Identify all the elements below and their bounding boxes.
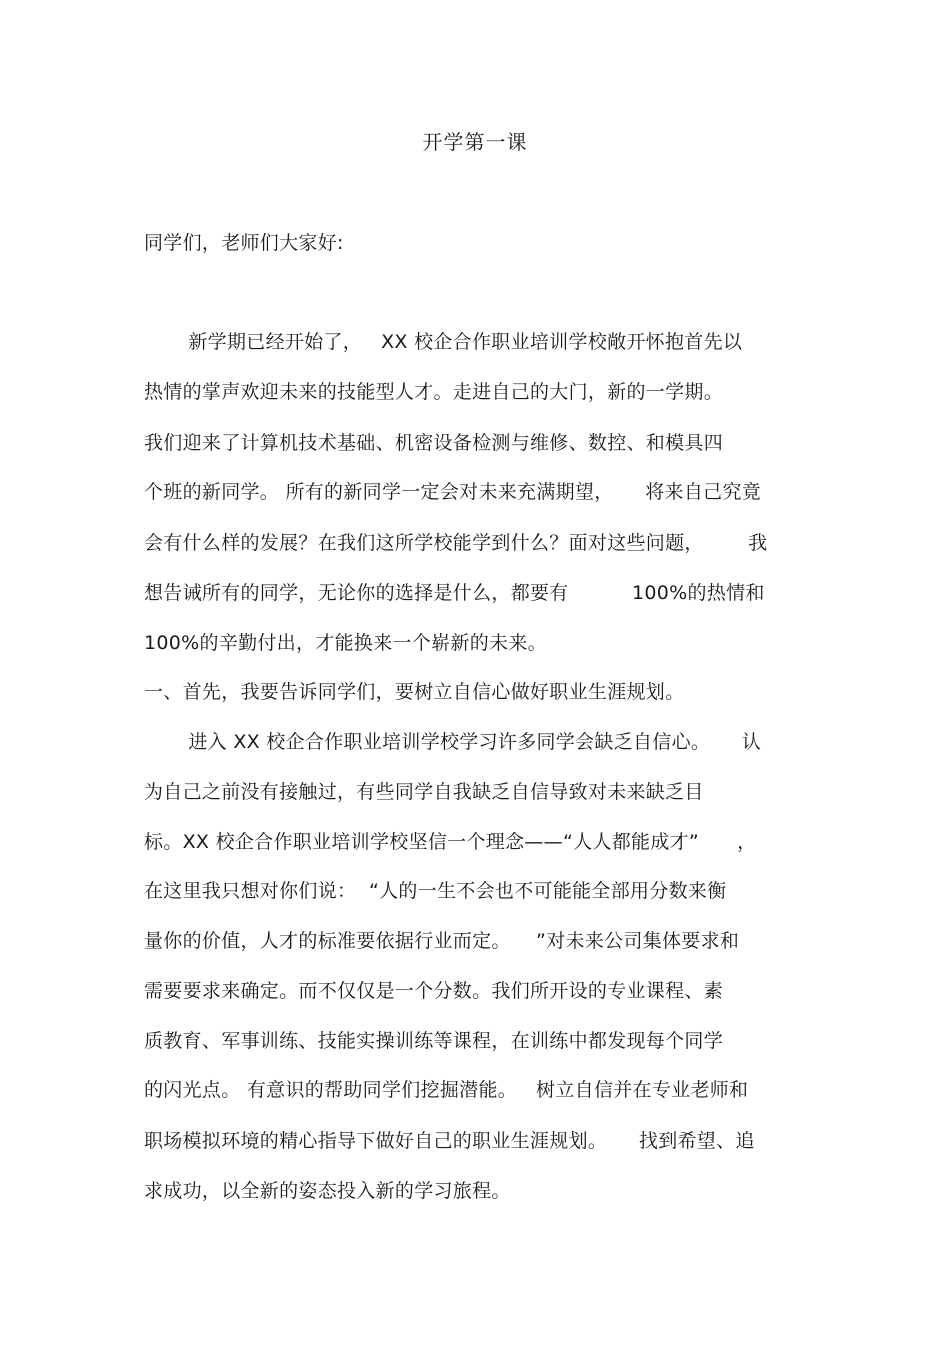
body-line: 职场模拟环境的精心指导下做好自己的职业生涯规划。 找到希望、追 [144, 1130, 755, 1152]
body-line: 新学期已经开始了， XX 校企合作职业培训学校敞开怀抱首先以 [144, 331, 743, 353]
body-line: 个班的新同学。 所有的新同学一定会对未来充满期望， 将来自己究竟 [144, 481, 762, 503]
body-line: 为自己之前没有接触过，有些同学自我缺乏自信导致对未来缺乏目 [144, 781, 704, 803]
body-line: 热情的掌声欢迎未来的技能型人才。走进自己的大门，新的一学期。 [144, 381, 724, 403]
body-line: 100%的辛勤付出，才能换来一个崭新的未来。 [144, 632, 547, 654]
body-line: 质教育、军事训练、技能实操训练等课程，在训练中都发现每个同学 [144, 1030, 724, 1052]
body-line: 求成功，以全新的姿态投入新的学习旅程。 [144, 1180, 511, 1202]
body-line: 我们迎来了计算机技术基础、机密设备检测与维修、数控、和模具四 [144, 432, 724, 454]
greeting-line: 同学们，老师们大家好: [144, 232, 344, 254]
body-line: 标。XX 校企合作职业培训学校坚信一个理念——“人人都能成才” ， [144, 831, 757, 853]
body-line: 想告诫所有的同学，无论你的选择是什么，都要有 100%的热情和 [144, 582, 765, 604]
body-line: 需要要求来确定。而不仅仅是一个分数。我们所开设的专业课程、素 [144, 980, 724, 1002]
body-line: 量你的价值，人才的标准要依据行业而定。 ”对未来公司集体要求和 [144, 930, 740, 952]
section-heading: 一、首先，我要告诉同学们，要树立自信心做好职业生涯规划。 [144, 681, 685, 703]
body-line: 会有什么样的发展？在我们这所学校能学到什么？面对这些问题， 我 [144, 532, 768, 554]
body-line: 进入 XX 校企合作职业培训学校学习许多同学会缺乏自信心。 认 [144, 731, 762, 753]
body-line: 的闪光点。 有意识的帮助同学们挖掘潜能。 树立自信并在专业老师和 [144, 1079, 749, 1101]
body-line: 在这里我只想对你们说： “人的一生不会也不可能能全部用分数来衡 [144, 880, 727, 902]
document-title: 开学第一课 [422, 130, 528, 154]
